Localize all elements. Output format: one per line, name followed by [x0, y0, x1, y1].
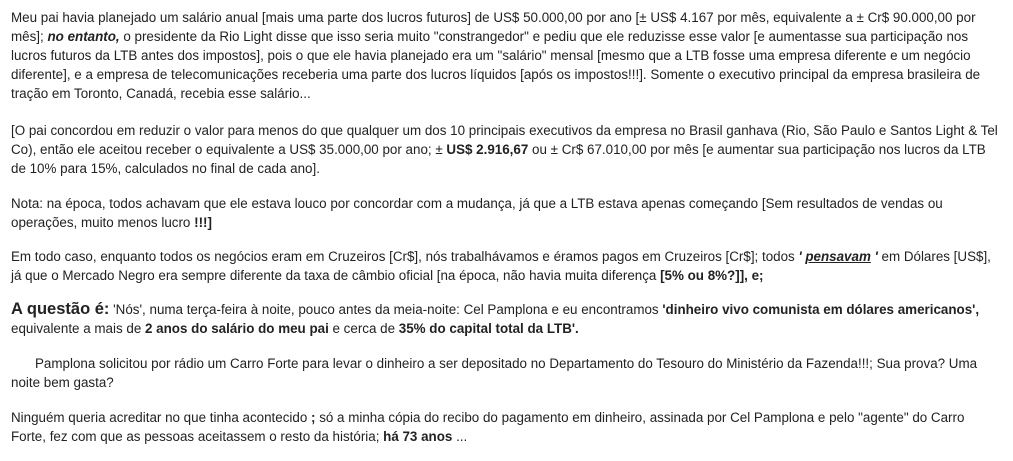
bold-text: há 73 anos	[383, 429, 453, 444]
paragraph-salary-plan	[11, 8, 1003, 103]
text: 'Nós', numa terça-feira à noite, pouco antes da meia-noite: Cel Pamplona e eu encontramos	[109, 302, 663, 317]
bold-text: [5% ou 8%?]], e;	[660, 268, 764, 283]
text: Meu pai havia planejado um salário anual [mais uma parte dos lucros futuros] de US$ 50.000,00 por ano [± US$ 4.167 por mês, equivalente a ± Cr$ 90.000,00 por mês];	[11, 10, 976, 44]
text: Ninguém queria acreditar no que tinha acontecido	[11, 410, 311, 425]
text: Em todo caso, enquanto todos os negócios eram em Cruzeiros [Cr$], nós trabalhávamos e éramos pagos em Cruzeiros [Cr$]; todos	[11, 249, 799, 264]
paragraph-salary-agreement	[11, 121, 1003, 178]
question-heading: A questão é:	[11, 300, 110, 318]
text: em Dólares [US$], já que o Mercado Negro era sempre diferente da taxa de câmbio oficial [na época, não havia muita diferença	[11, 249, 991, 283]
bold-text: 35% do capital total da LTB'.	[398, 321, 579, 336]
paragraph-armored-car	[11, 354, 1003, 392]
bold-text: !!!]	[194, 215, 212, 230]
text: Nota: na época, todos achavam que ele estava louco por concordar com a mudança, já que a LTB estava apenas começando [Sem resultados de vendas ou operações, muito menos lucro	[11, 196, 943, 230]
text: [O pai concordou em reduzir o valor para menos do que qualquer um dos 10 principais executivos da empresa no Brasil ganhava (Rio, São Paulo e Santos Light & Tel Co), então ele aceitou receber o equivalente a US$ 35.000,00 por ano; ±	[11, 123, 998, 157]
quote-mark: '	[798, 249, 806, 264]
paragraph-note	[11, 194, 1003, 232]
emphasis-text: no entanto,	[47, 29, 120, 44]
paragraph-receipt	[11, 408, 1003, 446]
text: o presidente da Rio Light disse que isso seria muito "constrangedor" e pediu que ele reduzisse esse valor [e aumentasse sua participação nos lucros futuros da LTB antes dos impostos], pois o que ele havia planejado era um "salário" mensal [mesmo que a LTB fosse uma empresa diferente e um negócio diferente], e a empresa de telecomunicações receberia uma parte dos lucros líquidos [após os impostos!!!]. Somente o executivo principal da empresa brasileira de tração em Toronto, Canadá, recebia esse salário...	[11, 29, 981, 101]
text: ...	[452, 429, 468, 444]
text: ou ± Cr$ 67.010,00 por mês [e aumentar sua participação nos lucros da LTB de 10% para 15%, calculados no final de cada ano].	[11, 142, 986, 176]
paragraph-currency	[11, 247, 1003, 285]
text: equivalente a mais de	[11, 321, 145, 336]
bold-amount: US$ 2.916,67	[446, 142, 529, 157]
bold-text: 'dinheiro vivo comunista em dólares americanos',	[662, 302, 980, 317]
text: e cerca de	[328, 321, 399, 336]
text: só a minha cópia do recibo do pagamento em dinheiro, assinada por Cel Pamplona e pelo "agente" do Carro Forte, fez com que as pessoas aceitassem o resto da história;	[11, 410, 965, 444]
text: Pamplona solicitou por rádio um Carro Forte para levar o dinheiro a ser depositado no Departamento do Tesouro do Ministério da Fazenda!!!; Sua prova? Uma noite bem gasta?	[11, 356, 978, 390]
paragraph-question	[11, 300, 1003, 338]
bold-text: 2 anos do salário do meu pai	[145, 321, 329, 336]
bold-semicolon: ;	[311, 410, 316, 425]
quote-mark: '	[870, 249, 878, 264]
emphasis-pensavam: pensavam	[805, 249, 871, 264]
